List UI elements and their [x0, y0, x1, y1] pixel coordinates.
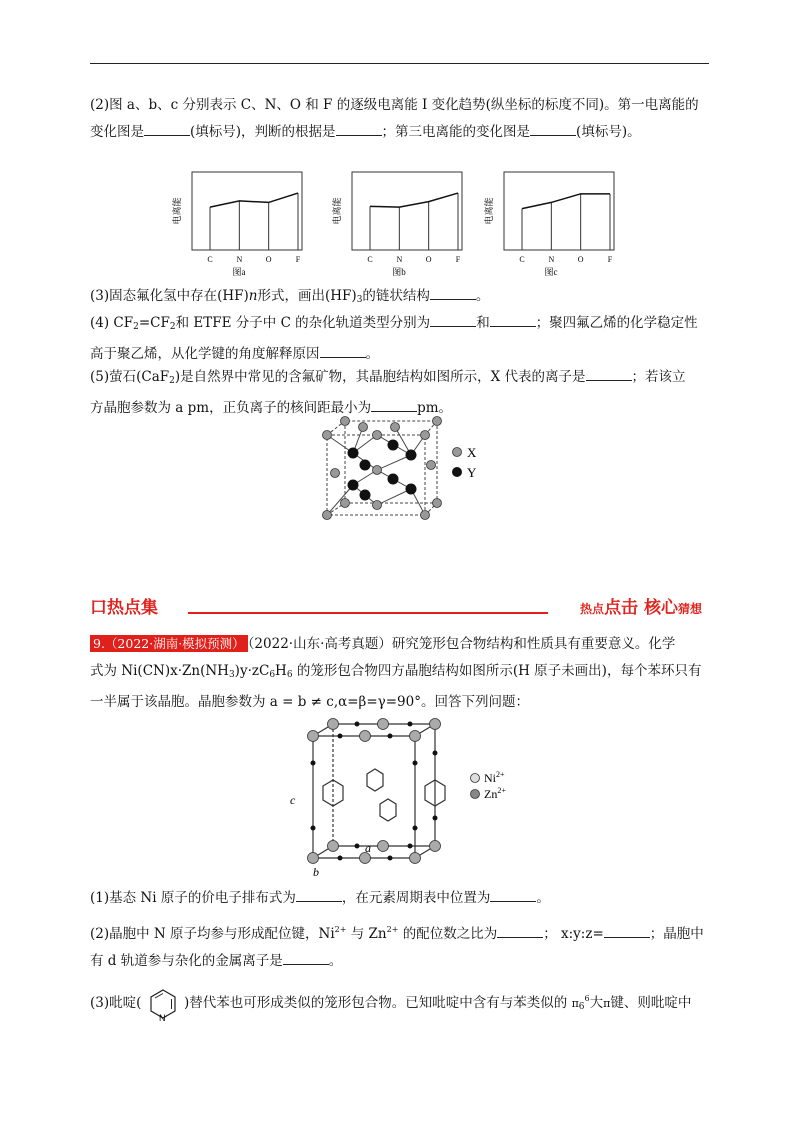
q3-n: n: [248, 288, 258, 304]
q9-text: 式为 Ni(CN)x·Zn(NH: [90, 663, 229, 679]
answer-blank[interactable]: [283, 950, 329, 965]
slogan-part: 点击: [604, 598, 639, 618]
plot-frame: [352, 172, 462, 250]
answer-blank[interactable]: [490, 887, 536, 902]
y-axis-label: 电离能: [332, 197, 342, 225]
pi-letter: π: [603, 997, 611, 1010]
q9-line3: [90, 689, 710, 716]
q9-2-line2: [90, 948, 710, 975]
x-tick-label: O: [425, 255, 432, 264]
q9-line1: [90, 630, 710, 658]
q4-sub: 2: [133, 322, 139, 332]
q4-sub: 2: [169, 322, 176, 332]
x-tick-label: N: [396, 255, 403, 264]
answer-blank[interactable]: [430, 285, 476, 300]
question-5: [90, 364, 710, 422]
q4-text: 和: [476, 315, 490, 331]
axis-c-label: c: [290, 793, 296, 807]
answer-blank[interactable]: [497, 923, 543, 938]
q5-line1: [90, 364, 710, 395]
chart-caption: 图c: [544, 267, 558, 277]
q9-1-text: (1)基态 Ni 原子的价电子排布式为: [90, 890, 296, 906]
q9-text: 一半属于该晶胞。晶胞参数为 a = b ≠ c,α=β=γ=90°: [90, 694, 421, 710]
legend-zn-charge: 2+: [497, 786, 506, 795]
answer-blank[interactable]: [586, 366, 632, 381]
q4-text: 高于聚乙烯，从化学键的角度解释原因: [90, 346, 320, 362]
q3-text: 的链状结构: [362, 288, 430, 304]
pi-symbol: [571, 994, 590, 1012]
q5-text: 方晶胞参数为 a pm，正负离子的核间距最小为: [90, 400, 372, 416]
legend-ni-charge: 2+: [496, 770, 505, 779]
x-tick-label: N: [236, 255, 243, 264]
x-tick-label: C: [519, 255, 525, 264]
legend-zn: [484, 786, 506, 801]
clathrate-crystal-diagram: [285, 718, 525, 887]
q5-text: )是自然界中常见的含氟矿物，其晶胞结构如图所示，X 代表的离子是: [174, 369, 586, 385]
q3-sub: 3: [356, 295, 363, 305]
q9-2-text: 的配位数之比为: [398, 926, 498, 942]
q9-2-line1: [90, 916, 710, 948]
answer-blank[interactable]: [430, 312, 476, 327]
axis-a-label: a: [365, 841, 371, 855]
x-tick-label: F: [295, 255, 301, 264]
y-axis-label: 电离能: [172, 197, 182, 225]
question-number-badge: 9.（2022·湖南·模拟预测）: [90, 635, 248, 652]
q9-1-text: 。: [536, 890, 550, 906]
answer-blank[interactable]: [296, 887, 342, 902]
pi-sup: 6: [584, 994, 590, 1003]
pi-letter: π: [571, 997, 579, 1010]
q4-text: 。: [365, 346, 379, 362]
axis-b-label: b: [313, 865, 319, 879]
q9-sub: 3: [228, 670, 235, 680]
chart-caption: 图b: [392, 267, 406, 277]
hot-topic-slogan: [580, 593, 702, 618]
legend-zn-symbol: Zn: [484, 787, 498, 801]
slogan-part: 猜想: [677, 602, 702, 616]
chart-a: [170, 168, 320, 283]
x-tick-label: O: [265, 255, 272, 264]
slogan-part: 核心: [638, 598, 678, 618]
q5-text: (5)萤石(CaF: [90, 369, 170, 385]
series-line: [210, 193, 298, 207]
q9-3-text: 键、则吡啶中: [610, 995, 692, 1011]
q9-text: H: [275, 663, 287, 679]
slogan-part: 热点: [580, 602, 605, 616]
q9-text: （2022·山东·高考真题）研究笼形包合物结构和性质具有重要意义。化学: [247, 636, 676, 652]
answer-blank[interactable]: [320, 343, 366, 358]
x-tick-label: C: [367, 255, 373, 264]
x-tick-label: F: [607, 255, 613, 264]
series-line: [370, 193, 458, 207]
plot-frame: [192, 172, 302, 250]
x-tick-label: N: [548, 255, 555, 264]
question-9-1: [90, 885, 710, 912]
q2-text: (填标号)，判断的根据是: [190, 124, 336, 140]
q9-sub: 6: [269, 670, 276, 680]
q9-2-text: 有 d 轨道参与杂化的金属离子是: [90, 953, 283, 969]
pyridine-structure: [146, 987, 180, 1021]
fluorite-crystal-diagram: [315, 415, 505, 534]
header-rule: [90, 63, 709, 64]
q2-text: ；第三电离能的变化图是: [381, 124, 531, 140]
answer-blank[interactable]: [490, 312, 536, 327]
hot-topic-title: 口热点集: [90, 598, 158, 618]
question-9-3: [90, 985, 710, 1021]
question-2: [90, 92, 710, 146]
answer-blank[interactable]: [336, 121, 382, 136]
q5-text: ；若该立: [631, 369, 686, 385]
legend-ni-symbol: Ni: [484, 771, 496, 785]
q9-2-sup: 2+: [386, 925, 399, 934]
hot-topic-banner: [90, 593, 710, 619]
q5-text: pm。: [417, 400, 453, 416]
q9-text: 。回答下列问题：: [420, 694, 529, 710]
answer-blank[interactable]: [604, 923, 650, 938]
q9-2-text: 与 Zn: [346, 926, 387, 942]
q3-text: (3)固态氟化氢中存在(HF): [90, 288, 249, 304]
q4-text: ；聚四氟乙烯的化学稳定性: [535, 315, 698, 331]
chart-caption: 图a: [232, 267, 246, 277]
q9-text: )y·zC: [234, 663, 270, 679]
q2-line1: (2)图 a、b、c 分别表示 C、N、O 和 F 的逐级电离能 Ⅰ 变化趋势(纵坐标的标度不同)。第一电离能的: [90, 97, 699, 113]
q9-2-text: (2)晶胞中 N 原子均参与形成配位键，Ni: [90, 926, 335, 942]
q2-text: 变化图是: [90, 124, 144, 140]
chart-c: [482, 168, 632, 283]
pyridine-n-label: N: [158, 1012, 166, 1021]
series-line: [522, 194, 610, 209]
q2-line2: [90, 119, 710, 146]
answer-blank[interactable]: [144, 121, 190, 136]
q4-text: (4) CF: [90, 315, 134, 331]
q4-text: 和 ETFE 分子中 C 的杂化轨道类型分别为: [175, 315, 431, 331]
answer-blank[interactable]: [371, 397, 417, 412]
question-9-2: [90, 916, 710, 975]
q9-text: 的笼形包合物四方晶胞结构如图所示(H 原子未画出)，每个苯环只有: [292, 663, 702, 679]
q4-text: =CF: [138, 315, 170, 331]
legend-ni: [484, 770, 505, 785]
q3-text: 形式，画出(HF): [257, 288, 357, 304]
q5-sub: 2: [169, 376, 175, 386]
q9-3-text: (3)吡啶(: [90, 995, 142, 1011]
q9-2-text: ；晶胞中: [649, 926, 704, 942]
q9-2-sup: 2+: [334, 925, 347, 934]
q9-2-text: ； x:y:z=: [543, 926, 604, 942]
x-tick-label: O: [577, 255, 584, 264]
banner-rule: [188, 612, 548, 614]
pi-sub: 6: [578, 1002, 585, 1012]
q3-text: 。: [475, 288, 490, 304]
q9-line2: [90, 658, 710, 689]
x-tick-label: F: [455, 255, 461, 264]
plot-frame: [504, 172, 614, 250]
q9-sub: 6: [286, 670, 293, 680]
legend-x: X: [467, 445, 477, 460]
x-tick-label: C: [207, 255, 213, 264]
q9-2-text: 。: [328, 953, 343, 969]
legend-y: Y: [467, 465, 477, 480]
question-9: [90, 630, 710, 716]
q9-3-text: )替代苯也可形成类似的笼形包合物。已知吡啶中含有与苯类似的: [183, 995, 568, 1011]
question-4: [90, 310, 710, 368]
y-axis-label: 电离能: [484, 197, 494, 225]
q4-line1: [90, 310, 710, 341]
q9-3-text: 大: [589, 995, 604, 1011]
q2-text: (填标号)。: [576, 124, 641, 140]
q9-1-text: ，在元素周期表中位置为: [341, 890, 491, 906]
chart-b: [330, 168, 480, 283]
answer-blank[interactable]: [530, 121, 576, 136]
